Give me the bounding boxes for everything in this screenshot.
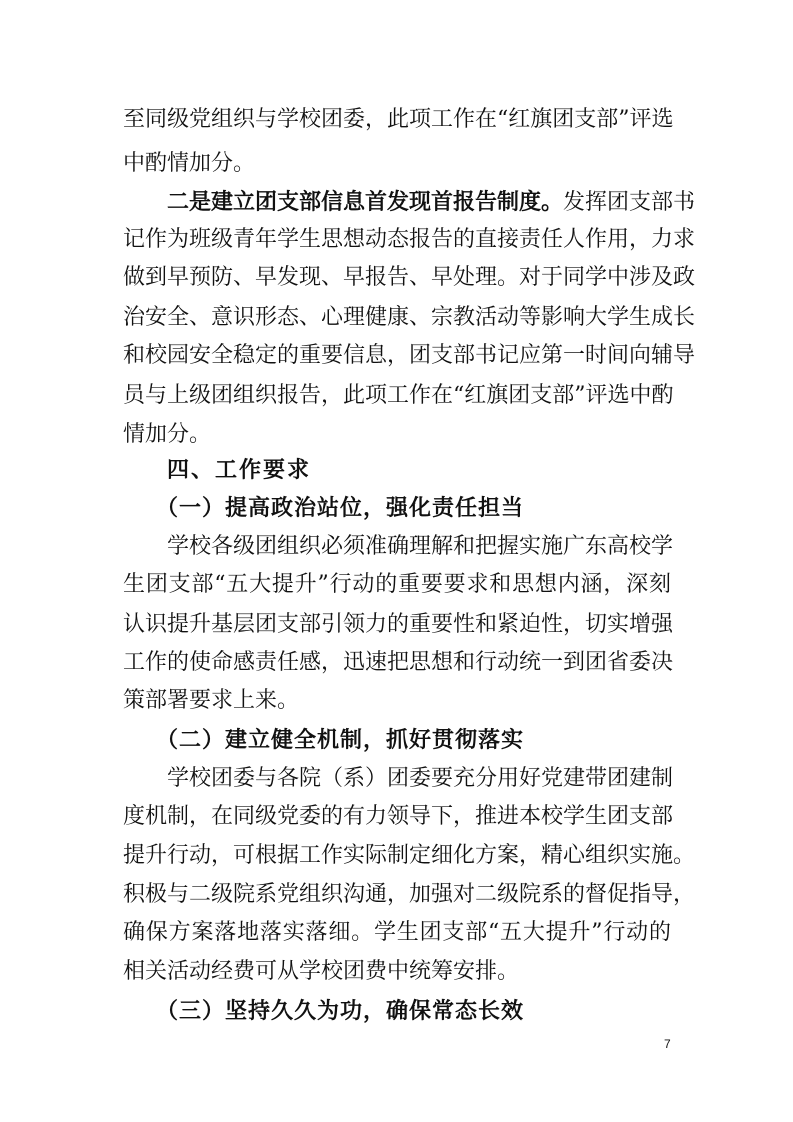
subsection-heading: （二）建立健全机制，抓好贯彻落实 bbox=[156, 727, 525, 753]
subsection-heading: （一）提高政治站位，强化责任担当 bbox=[156, 495, 525, 521]
paragraph-line: 度机制，在同级党委的有力领导下，推进本校学生团支部 bbox=[123, 804, 674, 829]
paragraph-line: 记作为班级青年学生思想动态报告的直接责任人作用，力求 bbox=[123, 227, 696, 252]
paragraph-lead-bold: 二是建立团支部信息首发现首报告制度。 bbox=[167, 189, 564, 215]
paragraph-line: 学校团委与各院（系）团委要充分用好党建带团建制 bbox=[167, 766, 674, 791]
paragraph-line: 学校各级团组织必须准确理解和把握实施广东高校学 bbox=[167, 534, 674, 559]
page-number: 7 bbox=[664, 1037, 671, 1051]
section-heading: 四、工作要求 bbox=[167, 458, 312, 483]
paragraph-line: 相关活动经费可从学校团费中统筹安排。 bbox=[123, 959, 520, 984]
paragraph-line: 积极与二级院系党组织沟通，加强对二级院系的督促指导， bbox=[123, 882, 696, 907]
paragraph-line: 员与上级团组织报告，此项工作在“红旗团支部”评选中酌 bbox=[123, 383, 674, 408]
paragraph-line: 和校园安全稳定的重要信息，团支部书记应第一时间向辅导 bbox=[123, 343, 696, 368]
paragraph-line: 中酌情加分。 bbox=[123, 151, 256, 176]
paragraph-line: 提升行动，可根据工作实际制定细化方案，精心组织实施。 bbox=[123, 843, 696, 868]
paragraph-text: 发挥团支部书 bbox=[563, 190, 696, 215]
paragraph-line: 认识提升基层团支部引领力的重要性和紧迫性，切实增强 bbox=[123, 612, 674, 637]
paragraph-line: 做到早预防、早发现、早报告、早处理。对于同学中涉及政 bbox=[123, 265, 696, 290]
paragraph-line: 情加分。 bbox=[123, 422, 212, 447]
subsection-heading: （三）坚持久久为功，确保常态长效 bbox=[156, 998, 525, 1024]
paragraph-line: 确保方案落地落实落细。学生团支部“五大提升”行动的 bbox=[123, 920, 671, 945]
paragraph-line: 治安全、意识形态、心理健康、宗教活动等影响大学生成长 bbox=[123, 305, 696, 330]
paragraph-line: 策部署要求上来。 bbox=[123, 688, 300, 713]
paragraph-line: 生团支部“五大提升”行动的重要要求和思想内涵，深刻 bbox=[123, 572, 671, 597]
paragraph-line: 至同级党组织与学校团委，此项工作在“红旗团支部”评选 bbox=[123, 107, 674, 132]
paragraph-line: 工作的使命感责任感，迅速把思想和行动统一到团省委决 bbox=[123, 650, 674, 675]
